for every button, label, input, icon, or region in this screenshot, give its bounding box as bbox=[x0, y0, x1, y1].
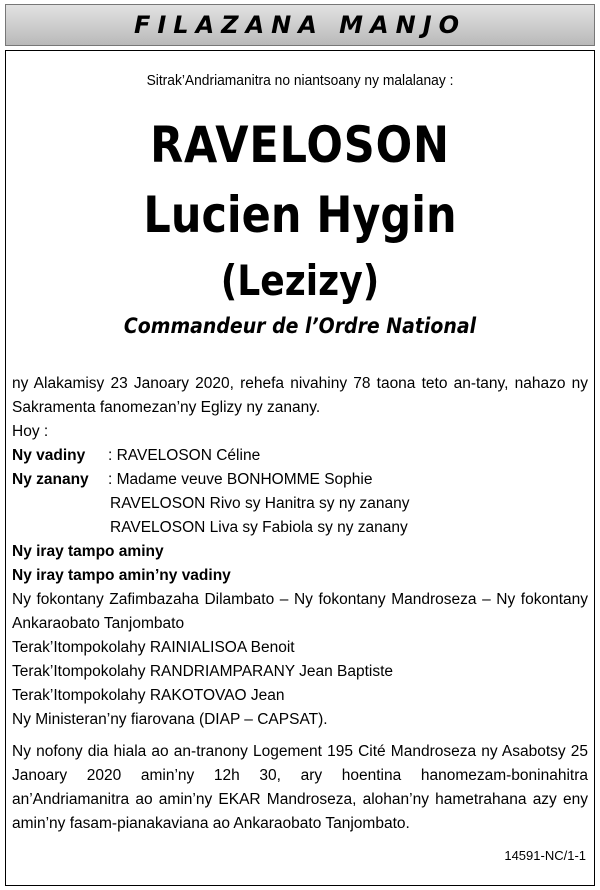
relative-line: Terak’Itompokolahy RAKOTOVAO Jean bbox=[12, 687, 285, 704]
banner-title: FILAZANA MANJO bbox=[133, 11, 467, 39]
child-line: RAVELOSON Liva sy Fabiola sy ny zanany bbox=[110, 519, 408, 536]
spouse-row bbox=[12, 444, 588, 468]
fokontany-text: Ny fokontany Zafimbazaha Dilambato – Ny fokontany Mandroseza – Ny fokontany Ankaraobato Tanjombato bbox=[12, 591, 588, 632]
spouse-siblings-line: Ny iray tampo amin’ny vadiny bbox=[12, 567, 231, 584]
header-banner bbox=[5, 4, 595, 46]
relative-line: Terak’Itompokolahy RANDRIAMPARANY Jean Baptiste bbox=[12, 663, 394, 680]
child-line: : Madame veuve BONHOMME Sophie bbox=[108, 471, 373, 488]
spouse-label: Ny vadiny bbox=[12, 447, 86, 464]
reference-code: 14591-NC/1-1 bbox=[504, 848, 586, 863]
ministry-line: Ny Ministeran’ny fiarovana (DIAP – CAPSAT). bbox=[12, 711, 328, 728]
children-row bbox=[12, 468, 588, 492]
spouse-value: : RAVELOSON Céline bbox=[108, 447, 261, 464]
siblings-line: Ny iray tampo aminy bbox=[12, 543, 164, 560]
intro-text: Sitrak’Andriamanitra no niantsoany ny malalanay : bbox=[146, 72, 454, 89]
announcement-section bbox=[12, 372, 588, 732]
funeral-text: Ny nofony dia hiala ao an-tranony Logement 195 Cité Mandroseza ny Asabotsy 25 Janoary 2020 amin’ny 12h 30, ary hoentina hanomezam-boninahitra an’Andriamanitra ao amin’ny EKAR Mandroseza, alohan’ny hametrahana azy eny amin’ny fasam-pianakaviana ao Ankaraobato Tanjombato. bbox=[12, 743, 588, 832]
relative-line: Terak’Itompokolahy RAINIALISOA Benoit bbox=[12, 639, 295, 656]
deceased-given-names: Lucien Hygin bbox=[143, 186, 457, 244]
deceased-surname: RAVELOSON bbox=[150, 116, 450, 174]
child-line: RAVELOSON Rivo sy Hanitra sy ny zanany bbox=[110, 495, 410, 512]
announcement-text: ny Alakamisy 23 Janoary 2020, rehefa nivahiny 78 taona teto an-tany, nahazo ny Sakramenta fanomezan’ny Eglizy ny zanany. bbox=[12, 375, 588, 416]
hoy-label: Hoy : bbox=[12, 423, 49, 440]
deceased-nickname: (Lezizy) bbox=[220, 256, 380, 305]
funeral-section bbox=[12, 740, 588, 836]
deceased-title: Commandeur de l’Ordre National bbox=[123, 314, 477, 338]
children-label: Ny zanany bbox=[12, 471, 89, 488]
